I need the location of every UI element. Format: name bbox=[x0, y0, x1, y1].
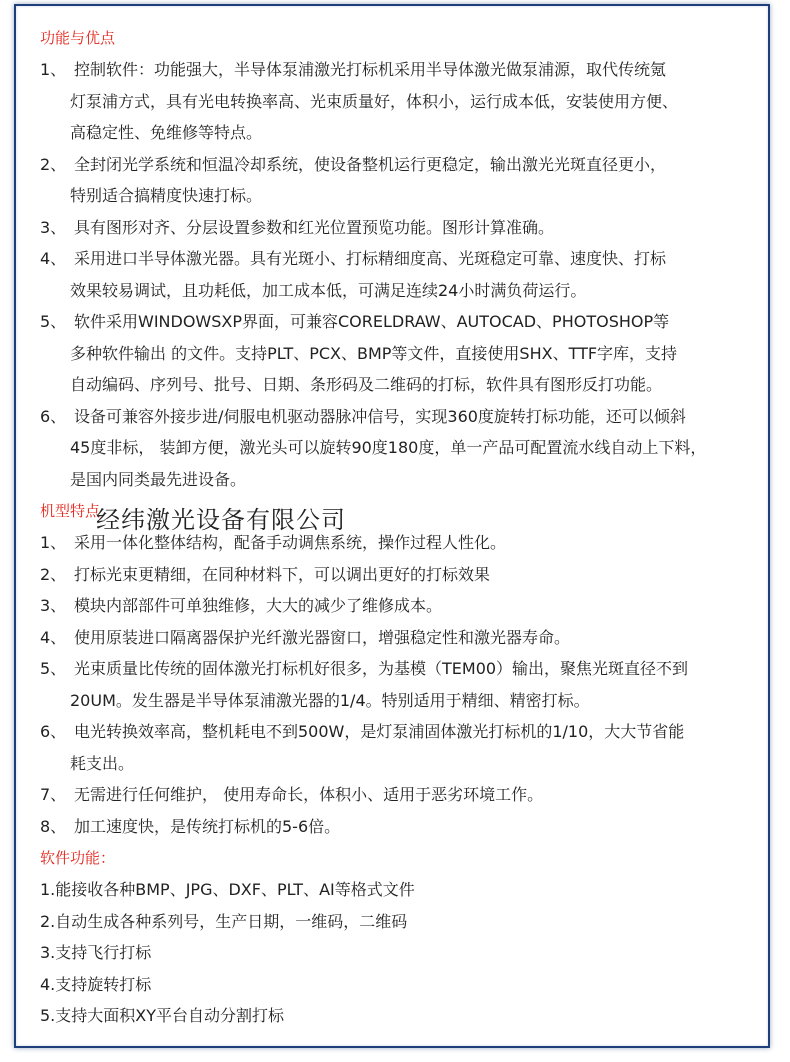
list-item-line bbox=[40, 54, 780, 86]
list-item-line: 多种软件输出 的文件。支持PLT、PCX、BMP等文件，直接使用SHX、TTF字库，支持 bbox=[70, 343, 678, 363]
item-text: 采用一体化整体结构，配备手动调焦系统，操作过程人性化。 bbox=[74, 533, 507, 552]
list-item: 5.支持大面积XY平台自动分割打标 bbox=[40, 1006, 285, 1025]
list-item-line: 自动编码、序列号、批号、日期、条形码及二维码的打标，软件具有图形反打功能。 bbox=[70, 375, 663, 394]
item-number: 1、 bbox=[40, 533, 67, 552]
list-item-line bbox=[40, 653, 780, 685]
list-item-line: 特别适合搞精度快速打标。 bbox=[70, 186, 263, 205]
list-item: 1.能接收各种BMP、JPG、DXF、PLT、AI等格式文件 bbox=[40, 880, 415, 899]
list-item-line bbox=[40, 559, 780, 591]
item-text: 光束质量比传统的固体激光打标机好很多，为基模（TEM00）输出，聚焦光斑直径不到 bbox=[74, 659, 689, 678]
list-item-line bbox=[40, 401, 780, 433]
section-heading-software: 软件功能： bbox=[40, 849, 116, 867]
item-text: 软件采用WINDOWSXP界面，可兼容CORELDRAW、AUTOCAD、PHOTOSHOP等 bbox=[74, 312, 670, 331]
item-text: 加工速度快，是传统打标机的5-6倍。 bbox=[74, 816, 341, 836]
list-item-line bbox=[40, 716, 780, 748]
item-number: 6、 bbox=[40, 722, 67, 741]
company-watermark: 经纬激光设备有限公司 bbox=[96, 506, 346, 534]
item-number: 4、 bbox=[40, 627, 67, 647]
item-number: 1、 bbox=[40, 60, 67, 79]
list-item-line: 灯泵浦方式，具有光电转换率高、光束质量好，体积小，运行成本低，安装使用方便、 bbox=[70, 91, 679, 111]
item-text: 控制软件：功能强大，半导体泵浦激光打标机采用半导体激光做泵浦源，取代传统氪 bbox=[74, 60, 667, 79]
list-item: 3.支持飞行打标 bbox=[40, 943, 152, 962]
item-number: 8、 bbox=[40, 816, 67, 836]
item-number: 7、 bbox=[40, 785, 67, 804]
item-number: 5、 bbox=[40, 659, 67, 678]
list-item: 2.自动生成各种系列号，生产日期，一维码，二维码 bbox=[40, 911, 408, 931]
list-item-line bbox=[40, 149, 780, 181]
feature-item bbox=[40, 306, 780, 401]
item-text: 无需进行任何维护， 使用寿命长，体积小、适用于恶劣环境工作。 bbox=[74, 785, 544, 804]
list-item: 4.支持旋转打标 bbox=[40, 974, 152, 994]
feature-item bbox=[40, 54, 780, 149]
item-number: 6、 bbox=[40, 406, 67, 426]
item-text: 电光转换效率高，整机耗电不到500W，是灯泵浦固体激光打标机的1/10，大大节省能 bbox=[74, 722, 685, 741]
item-number: 2、 bbox=[40, 564, 67, 584]
list-item-line: 高稳定性、免维修等特点。 bbox=[70, 123, 263, 142]
list-item-line bbox=[40, 590, 780, 622]
item-text: 采用进口半导体激光器。具有光斑小、打标精细度高、光斑稳定可靠、速度快、打标 bbox=[74, 249, 667, 268]
list-item-line bbox=[40, 811, 780, 843]
list-item-line: 耗支出。 bbox=[70, 753, 135, 773]
section-heading-features: 功能与优点 bbox=[40, 29, 116, 47]
list-item-line bbox=[40, 243, 780, 275]
feature-item bbox=[40, 243, 780, 306]
item-text: 具有图形对齐、分层设置参数和红光位置预览功能。图形计算准确。 bbox=[74, 217, 555, 237]
item-text: 模块内部部件可单独维修，大大的减少了维修成本。 bbox=[74, 596, 443, 615]
item-number: 5、 bbox=[40, 312, 67, 331]
item-text: 全封闭光学系统和恒温冷却系统，使设备整机运行更稳定，输出激光光斑直径更小， bbox=[74, 154, 667, 174]
feature-item bbox=[40, 212, 780, 244]
list-item-line: 是国内同类最先进设备。 bbox=[70, 469, 247, 489]
list-item-line bbox=[40, 622, 780, 654]
section-heading-model-features: 机型特点 bbox=[40, 502, 101, 520]
item-text: 设备可兼容外接步进/伺服电机驱动器脉冲信号，实现360度旋转打标功能，还可以倾斜 bbox=[74, 406, 686, 426]
list-item-line bbox=[40, 779, 780, 811]
list-item-line: 20UM。发生器是半导体泵浦激光器的1/4。特别适用于精细、精密打标。 bbox=[70, 690, 590, 710]
item-text: 使用原装进口隔离器保护光纤激光器窗口，增强稳定性和激光器寿命。 bbox=[74, 627, 571, 647]
item-number: 3、 bbox=[40, 217, 67, 237]
list-item-line bbox=[40, 306, 780, 338]
feature-item bbox=[40, 401, 780, 496]
list-item-line: 45度非标， 装卸方便，激光头可以旋转90度180度，单一产品可配置流水线自动上下料， bbox=[70, 438, 707, 457]
list-item-line bbox=[40, 212, 780, 244]
feature-item bbox=[40, 149, 780, 212]
list-item-line: 效果较易调试，且功耗低，加工成本低，可满足连续24小时满负荷运行。 bbox=[70, 280, 587, 300]
item-number: 4、 bbox=[40, 249, 67, 268]
item-number: 3、 bbox=[40, 596, 67, 615]
item-text: 打标光束更精细，在同种材料下，可以调出更好的打标效果 bbox=[74, 564, 491, 584]
item-number: 2、 bbox=[40, 154, 67, 174]
